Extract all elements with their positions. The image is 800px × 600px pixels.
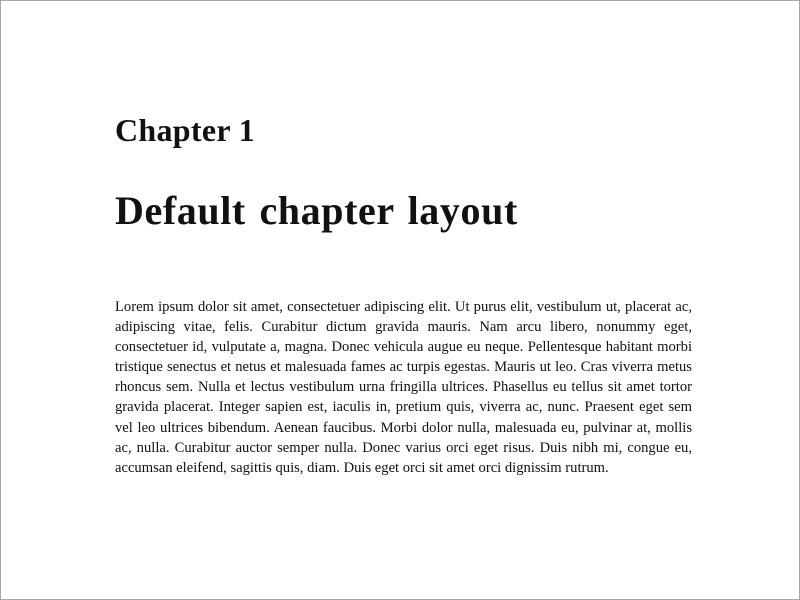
chapter-title: Default chapter layout — [115, 188, 518, 233]
chapter-label: Chapter 1 — [115, 112, 255, 148]
body-paragraph: Lorem ipsum dolor sit amet, consectetuer adipiscing elit. Ut purus elit, vestibulum ut, placerat ac, adipiscing vitae, felis. Curabitur dictum gravida mauris. Nam arcu libero, nonummy eget, consectetuer id, vulputate a, magna. Donec vehicula augue eu neque. Pellentesque habitant morbi tristique senectus et netus et malesuada fames ac turpis egestas. Mauris ut leo. Cras viverra metus rhoncus sem. Nulla et lectus vestibulum urna fringilla ultrices. Phasellus eu tellus sit amet tortor gravida placerat. Integer sapien est, iaculis in, pretium quis, viverra ac, nunc. Praesent eget sem vel leo ultrices bibendum. Aenean faucibus. Morbi dolor nulla, malesuada eu, pulvinar at, mollis ac, nulla. Curabitur auctor semper nulla. Donec varius orci eget risus. Duis nibh mi, congue eu, accumsan eleifend, sagittis quis, diam. Duis eget orci sit amet orci dignissim rutrum. — [115, 299, 692, 476]
